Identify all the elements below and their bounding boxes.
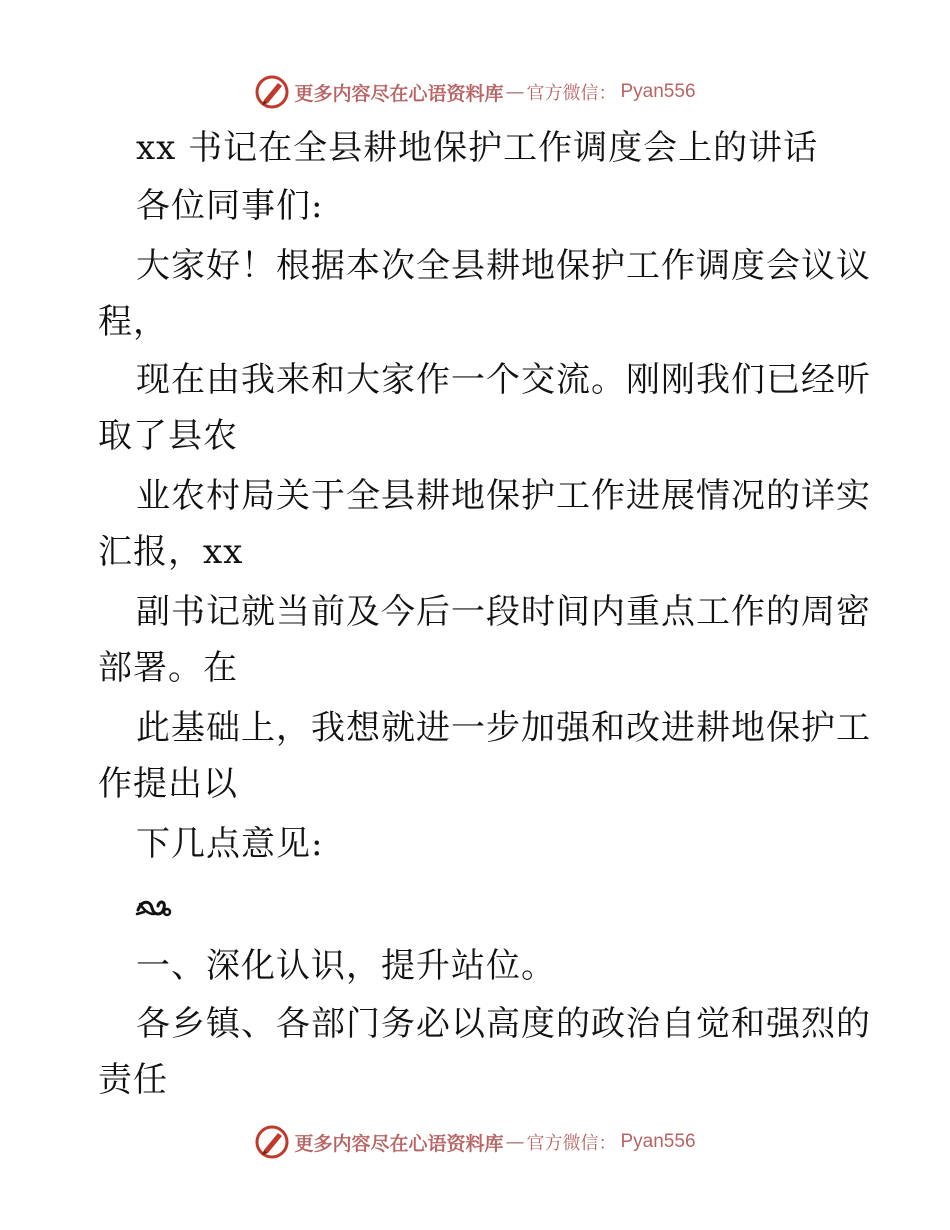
body-line: 责任	[98, 1060, 168, 1100]
header-banner-dash: —	[505, 81, 525, 103]
pen-logo-icon	[254, 1124, 290, 1160]
header-watermark-banner	[0, 70, 950, 114]
footer-banner-text: 更多内容尽在心语资料库	[294, 1132, 504, 1155]
body-line: 现在由我来和大家作一个交流。刚刚我们已经听	[136, 360, 871, 400]
body-line: 下几点意见:	[136, 824, 324, 864]
body-line: 程，	[98, 302, 168, 342]
section-heading: 一、深化认识，提升站位。	[136, 946, 556, 986]
body-line: 作提出以	[98, 764, 238, 804]
body-line: 取了县农	[98, 416, 238, 456]
footer-watermark-banner	[0, 1120, 950, 1164]
body-line: 部署。在	[98, 648, 238, 688]
footer-wechat-id: Pyan556	[620, 1131, 696, 1152]
body-line: 各乡镇、各部门务必以高度的政治自觉和强烈的	[136, 1004, 871, 1044]
footer-banner-dash: —	[505, 1131, 525, 1153]
body-line: 大家好！根据本次全县耕地保护工作调度会议议	[136, 246, 871, 286]
document-title: xx 书记在全县耕地保护工作调度会上的讲话	[136, 128, 819, 168]
body-line: 业农村局关于全县耕地保护工作进展情况的详实	[136, 476, 871, 516]
flourish-ornament-icon	[134, 888, 174, 928]
greeting-line: 各位同事们:	[136, 186, 324, 226]
body-line: 此基础上，我想就进一步加强和改进耕地保护工	[136, 708, 871, 748]
body-line: 副书记就当前及今后一段时间内重点工作的周密	[136, 592, 871, 632]
header-wechat-label: 官方微信：	[526, 83, 617, 104]
footer-wechat-label: 官方微信：	[526, 1133, 617, 1154]
pen-logo-icon	[254, 74, 290, 110]
header-wechat-id: Pyan556	[620, 81, 696, 102]
header-banner-text: 更多内容尽在心语资料库	[294, 82, 504, 105]
body-line: 汇报，xx	[98, 532, 244, 572]
